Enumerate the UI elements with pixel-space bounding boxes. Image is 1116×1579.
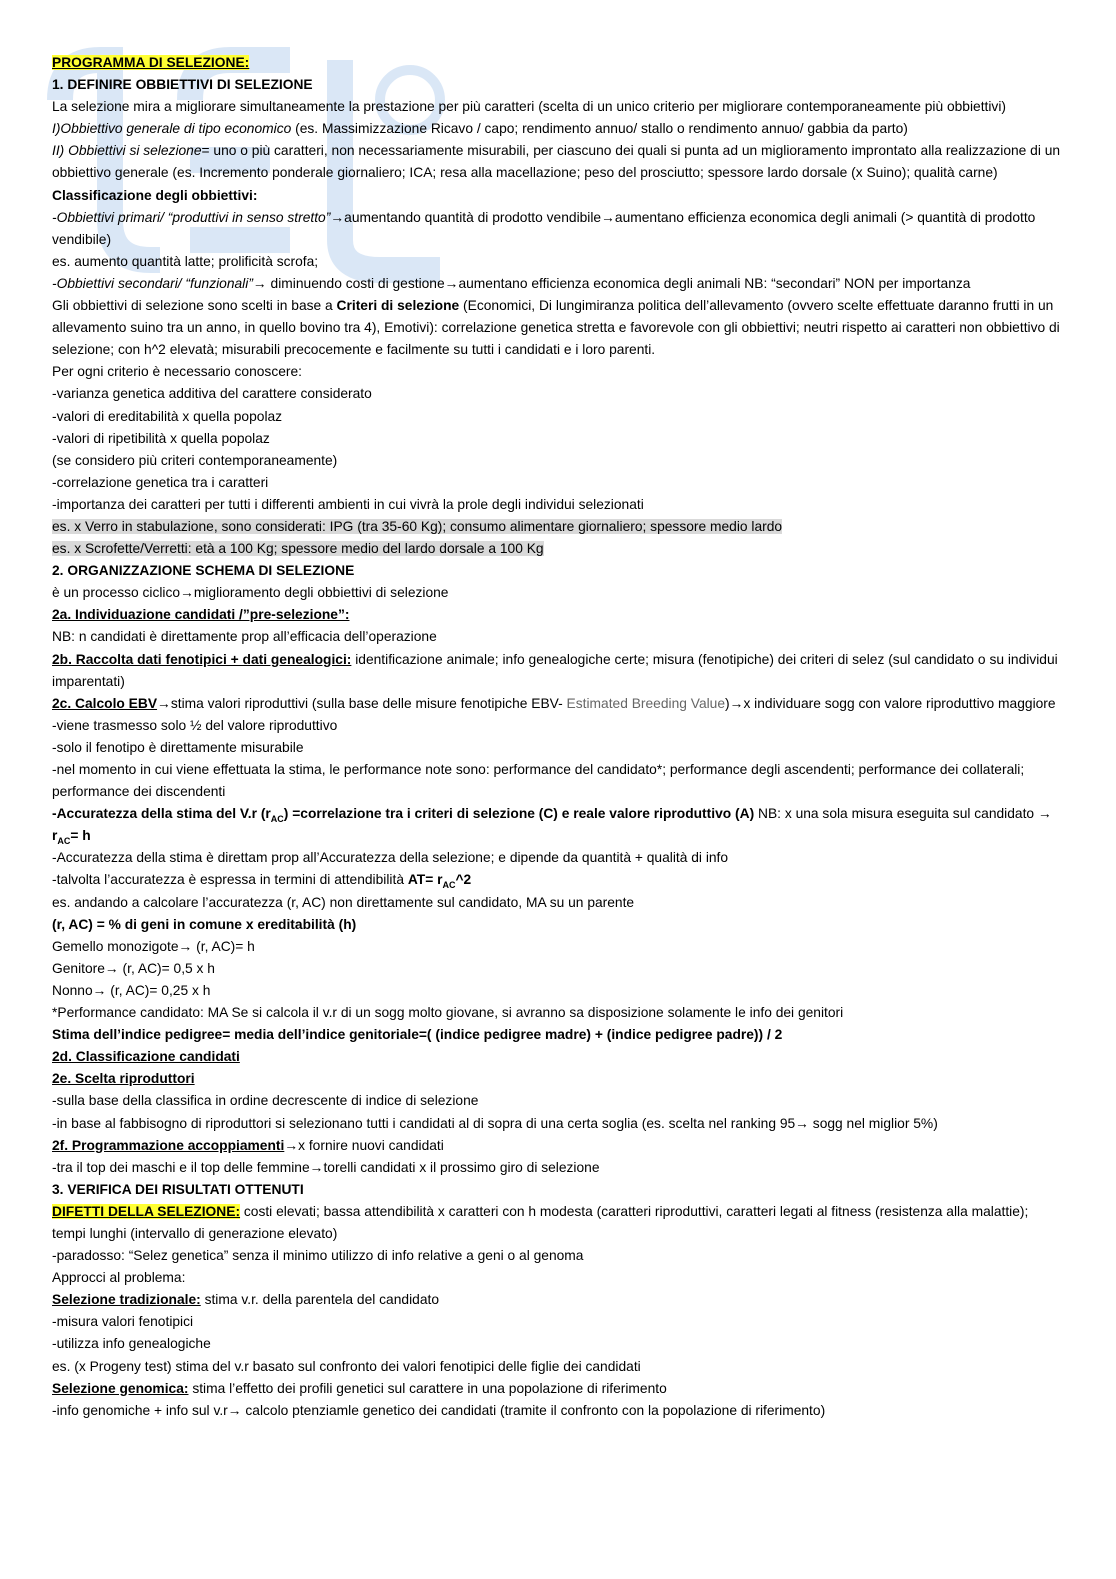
objective-general: I)Obbiettivo generale di tipo economico (es. Massimizzazione Ricavo / capo; rendimento annuo/ stallo o rendimento annuo/ gabbia da parto) — [52, 121, 908, 137]
selection-criteria: Gli obbiettivi di selezione sono scelti in base a Criteri di selezione (Economici, Di lungimiranza politica dell’allevamento (ovvero scelte effettuate daranno frutti in un allevamento suino tra un anno, in quello bovino tra 4), Emotivi): correlazione genetica stretta e favorevole con gli obbiettivi; neutri rispetto ai caratteri non obbiettivo di selezione; con h^2 elevatà; misurabili precocemente e facilmente su tutti i candidati e i loro parenti. — [52, 298, 1060, 358]
traditional-selection: Selezione tradizionale: stima v.r. della parentela del candidato — [52, 1292, 439, 1308]
step-2d-title: 2d. Classificazione candidati — [52, 1049, 240, 1065]
defects-line: -paradosso: “Selez genetica” senza il minimo utilizzo di info relative a geni o al genoma — [52, 1248, 584, 1264]
accuracy-definition: -Accuratezza della stima del V.r $(r_{AC})$ =correlazione tra i criteri di selezione (C) e reale valore riproduttivo (A) NB: x una sola misura eseguita sul candidato → $r_{AC}= h$ — [52, 806, 1052, 847]
ebv-line: -solo il fenotipo è direttamente misurabile — [52, 739, 304, 755]
section-3-title: 3. VERIFICA DEI RISULTATI OTTENUTI — [52, 1181, 304, 1197]
section-1-title: 1. DEFINIRE OBBIETTIVI DI SELEZIONE — [52, 77, 313, 93]
example-verro: es. x Verro in stabulazione, sono considerati: IPG (tra 35-60 Kg); consumo alimentare giornaliero; spessore medio lardo — [52, 518, 783, 534]
document-content — [52, 52, 1062, 1422]
page-heading: PROGRAMMA DI SELEZIONE: — [52, 55, 250, 70]
relative-example: es. andando a calcolare l’accuratezza (r, AC) non direttamente sul candidato, MA su un parente — [52, 894, 635, 910]
relative-line: *Performance candidato: MA Se si calcola il v.r di un sogg molto giovane, si avranno sa disposizione solamente le info dei genitori — [52, 1005, 844, 1021]
traditional-line: -misura valori fenotipici — [52, 1314, 194, 1330]
section-1-intro: La selezione mira a migliorare simultaneamente la prestazione per più caratteri (scelta di un unico criterio per migliorare contemporaneamente più obbiettivi) — [52, 99, 1006, 115]
traditional-line: -utilizza info genealogiche — [52, 1336, 211, 1352]
criteria-line: (se considero più criteri contemporaneamente) — [52, 452, 338, 468]
secondary-objectives: -Obbiettivi secondari/ “funzionali”→ diminuendo costi di gestione→aumentano efficienza economica degli animali NB: “secondari” NON per importanza — [52, 275, 971, 291]
primary-objectives: -Obbiettivi primari/ “produttivi in senso stretto”→aumentando quantità di prodotto vendibile→aumentano efficienza economica degli animali (> quantità di prodotto vendibile) — [52, 209, 1036, 247]
criteria-line: -correlazione genetica tra i caratteri — [52, 474, 269, 490]
relative-line: Gemello monozigote→ (r, AC)= h — [52, 938, 255, 954]
step-2c: 2c. Calcolo EBV→stima valori riproduttivi (sulla base delle misure fenotipiche EBV- Estimated Breeding Value)→x individuare sogg con valore riproduttivo maggiore — [52, 695, 1056, 711]
criteria-line: -valori di ripetibilità x quella popolaz — [52, 430, 270, 446]
criteria-line: -varianza genetica additiva del carattere considerato — [52, 386, 372, 402]
selection-defects: DIFETTI DELLA SELEZIONE: costi elevati; bassa attendibilità x caratteri con h modesta (caratteri riproduttivi, caratteri legati al fitness (resistenza alla malattie); tempi lunghi (intervallo di generazione elevato) — [52, 1203, 1029, 1241]
relative-formula: (r, AC) = % di geni in comune x ereditabilità (h) — [52, 916, 357, 932]
step-2a-title: 2a. Individuazione candidati /”pre-selezione”: — [52, 607, 350, 623]
relative-line: Nonno→ (r, AC)= 0,25 x h — [52, 982, 211, 998]
pedigree-index: Stima dell’indice pedigree= media dell’indice genitoriale=( (indice pedigree madre) + (indice pedigree padre)) / 2 — [52, 1027, 783, 1043]
reliability-line: -talvolta l’accuratezza è espressa in termini di attendibilità $AT= r_{AC}\^{}2$ — [52, 872, 472, 891]
relative-line: Genitore→ (r, AC)= 0,5 x h — [52, 960, 215, 976]
ebv-line: -viene trasmesso solo ½ del valore riproduttivo — [52, 717, 338, 733]
criteria-line: -importanza dei caratteri per tutti i differenti ambienti in cui vivrà la prole degli individui selezionati — [52, 496, 644, 512]
step-2a-text: NB: n candidati è direttamente prop all’efficacia dell’operazione — [52, 629, 437, 645]
defects-line: Approcci al problema: — [52, 1270, 186, 1286]
classification-title: Classificazione degli obbiettivi: — [52, 187, 258, 203]
step-2f-line: -tra il top dei maschi e il top delle femmine→torelli candidati x il prossimo giro di selezione — [52, 1159, 600, 1175]
step-2f: 2f. Programmazione accoppiamenti→x fornire nuovi candidati — [52, 1137, 444, 1153]
accuracy-line: -Accuratezza della stima è direttam prop all’Accuratezza della selezione; e dipende da quantità + qualità di info — [52, 850, 729, 866]
ebv-performance: -nel momento in cui viene effettuata la stima, le performance note sono: performance del candidato*; performance degli ascendenti; performance dei collaterali; performance dei discendenti — [52, 762, 1025, 800]
genomic-selection: Selezione genomica: stima l’effetto dei profili genetici sul carattere in una popolazione di riferimento — [52, 1380, 667, 1396]
step-2b: 2b. Raccolta dati fenotipici + dati genealogici: identificazione animale; info genealogiche certe; misura (fenotipiche) dei criteri di selez (sul candidato o su individui imparentati) — [52, 651, 1058, 689]
genomic-line: -info genomiche + info sul v.r→ calcolo ptenziamle genetico dei candidati (tramite il confronto con la popolazione di riferimento) — [52, 1402, 826, 1418]
example-scrofette: es. x Scrofette/Verretti: età a 100 Kg; spessore medio del lardo dorsale a 100 Kg — [52, 541, 544, 557]
criteria-line: -valori di ereditabilità x quella popolaz — [52, 408, 283, 424]
objective-selection: II) Obbiettivi si selezione= uno o più caratteri, non necessariamente misurabili, per ciascuno dei quali si punta ad un miglioramento improntato alla realizzazione di un obbiettivo generale (es. Incremento ponderale giornaliero; ICA; resa alla macellazione; peso del prosciutto; spessore lardo dorsale (x Suino); qualità carne) — [52, 143, 1061, 181]
step-2e-title: 2e. Scelta riproduttori — [52, 1071, 195, 1087]
step-2e-line: -sulla base della classifica in ordine decrescente di indice di selezione — [52, 1093, 479, 1109]
traditional-line: es. (x Progeny test) stima del v.r basato sul confronto dei valori fenotipici delle figlie dei candidati — [52, 1358, 641, 1374]
criteria-line: Per ogni criterio è necessario conoscere: — [52, 364, 303, 380]
section-2-title: 2. ORGANIZZAZIONE SCHEMA DI SELEZIONE — [52, 563, 355, 579]
step-2e-line: -in base al fabbisogno di riproduttori si selezionano tutti i candidati al di sopra di una certa soglia (es. scelta nel ranking 95→ sogg nel miglior 5%) — [52, 1115, 938, 1131]
section-2-intro: è un processo ciclico→miglioramento degli obbiettivi di selezione — [52, 585, 449, 601]
primary-example: es. aumento quantità latte; prolificità scrofa; — [52, 253, 319, 269]
